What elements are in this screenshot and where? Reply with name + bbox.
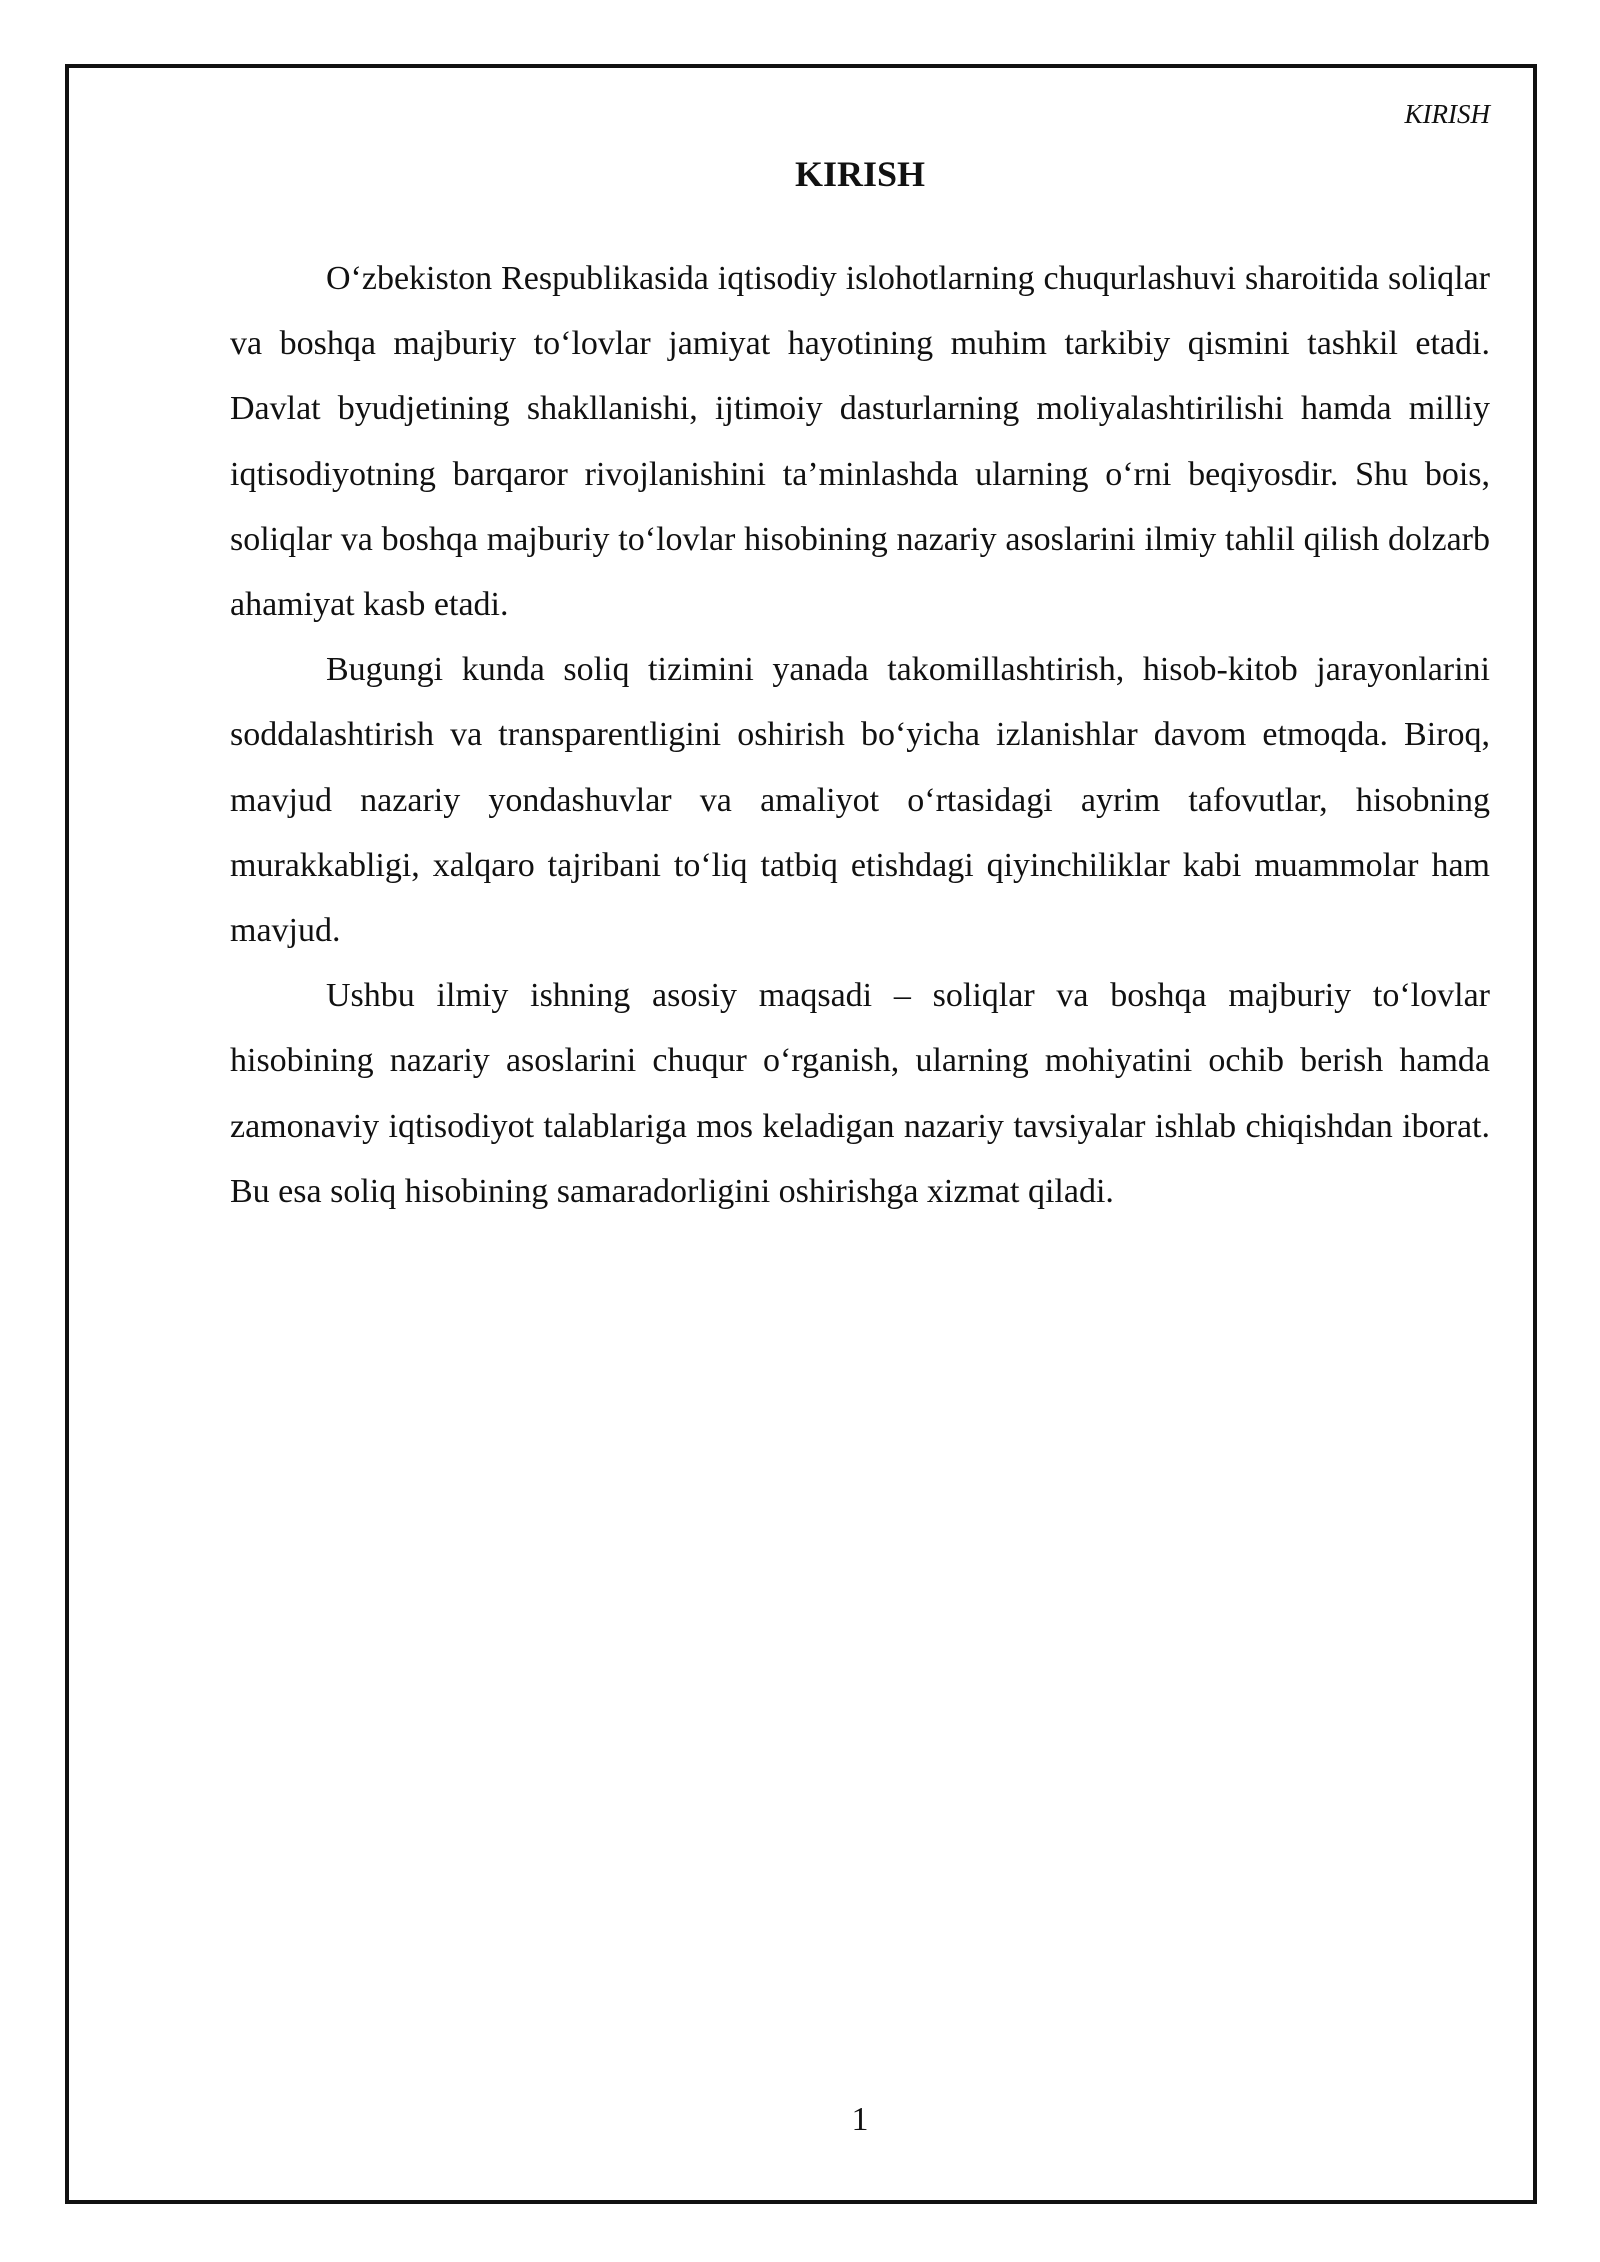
running-header: KIRISH bbox=[1404, 99, 1490, 129]
paragraph-1: O‘zbekiston Respublikasida iqtisodiy islohotlarning chuqurlashuvi sharoitida soliqlar va boshqa majburiy to‘lovlar jamiyat hayotining muhim tarkibiy qismini tashkil etadi. Davlat byudjetining shakllanishi, ijtimoiy dasturlarning moliyalashtirilishi hamda milliy iqtisodiyotning barqaror rivojlanishini ta’minlashda ularning o‘rni beqiyosdir. Shu bois, soliqlar va boshqa majburiy to‘lovlar hisobining nazariy asoslarini ilmiy tahlil qilish dolzarb ahamiyat kasb etadi. bbox=[230, 260, 1490, 624]
paragraph-3: Ushbu ilmiy ishning asosiy maqsadi – soliqlar va boshqa majburiy to‘lovlar hisobining nazariy asoslarini chuqur o‘rganish, ularning mohiyatini ochib berish hamda zamonaviy iqtisodiyot talablariga mos keladigan nazariy tavsiyalar ishlab chiqishdan iborat. Bu esa soliq hisobining samaradorligini oshirishga xizmat qiladi. bbox=[230, 977, 1490, 1210]
paragraph-2: Bugungi kunda soliq tizimini yanada takomillashtirish, hisob-kitob jarayonlarini soddalashtirish va transparentligini oshirish bo‘yicha izlanishlar davom etmoqda. Biroq, mavjud nazariy yondashuvlar va amaliyot o‘rtasidagi ayrim tafovutlar, hisobning murakkabligi, xalqaro tajribani to‘liq tatbiq etishdagi qiyinchiliklar kabi muammolar ham mavjud. bbox=[230, 651, 1490, 950]
page-title: KIRISH bbox=[794, 154, 926, 194]
body-text bbox=[230, 246, 1490, 1224]
page-number: 1 bbox=[851, 2101, 869, 2138]
